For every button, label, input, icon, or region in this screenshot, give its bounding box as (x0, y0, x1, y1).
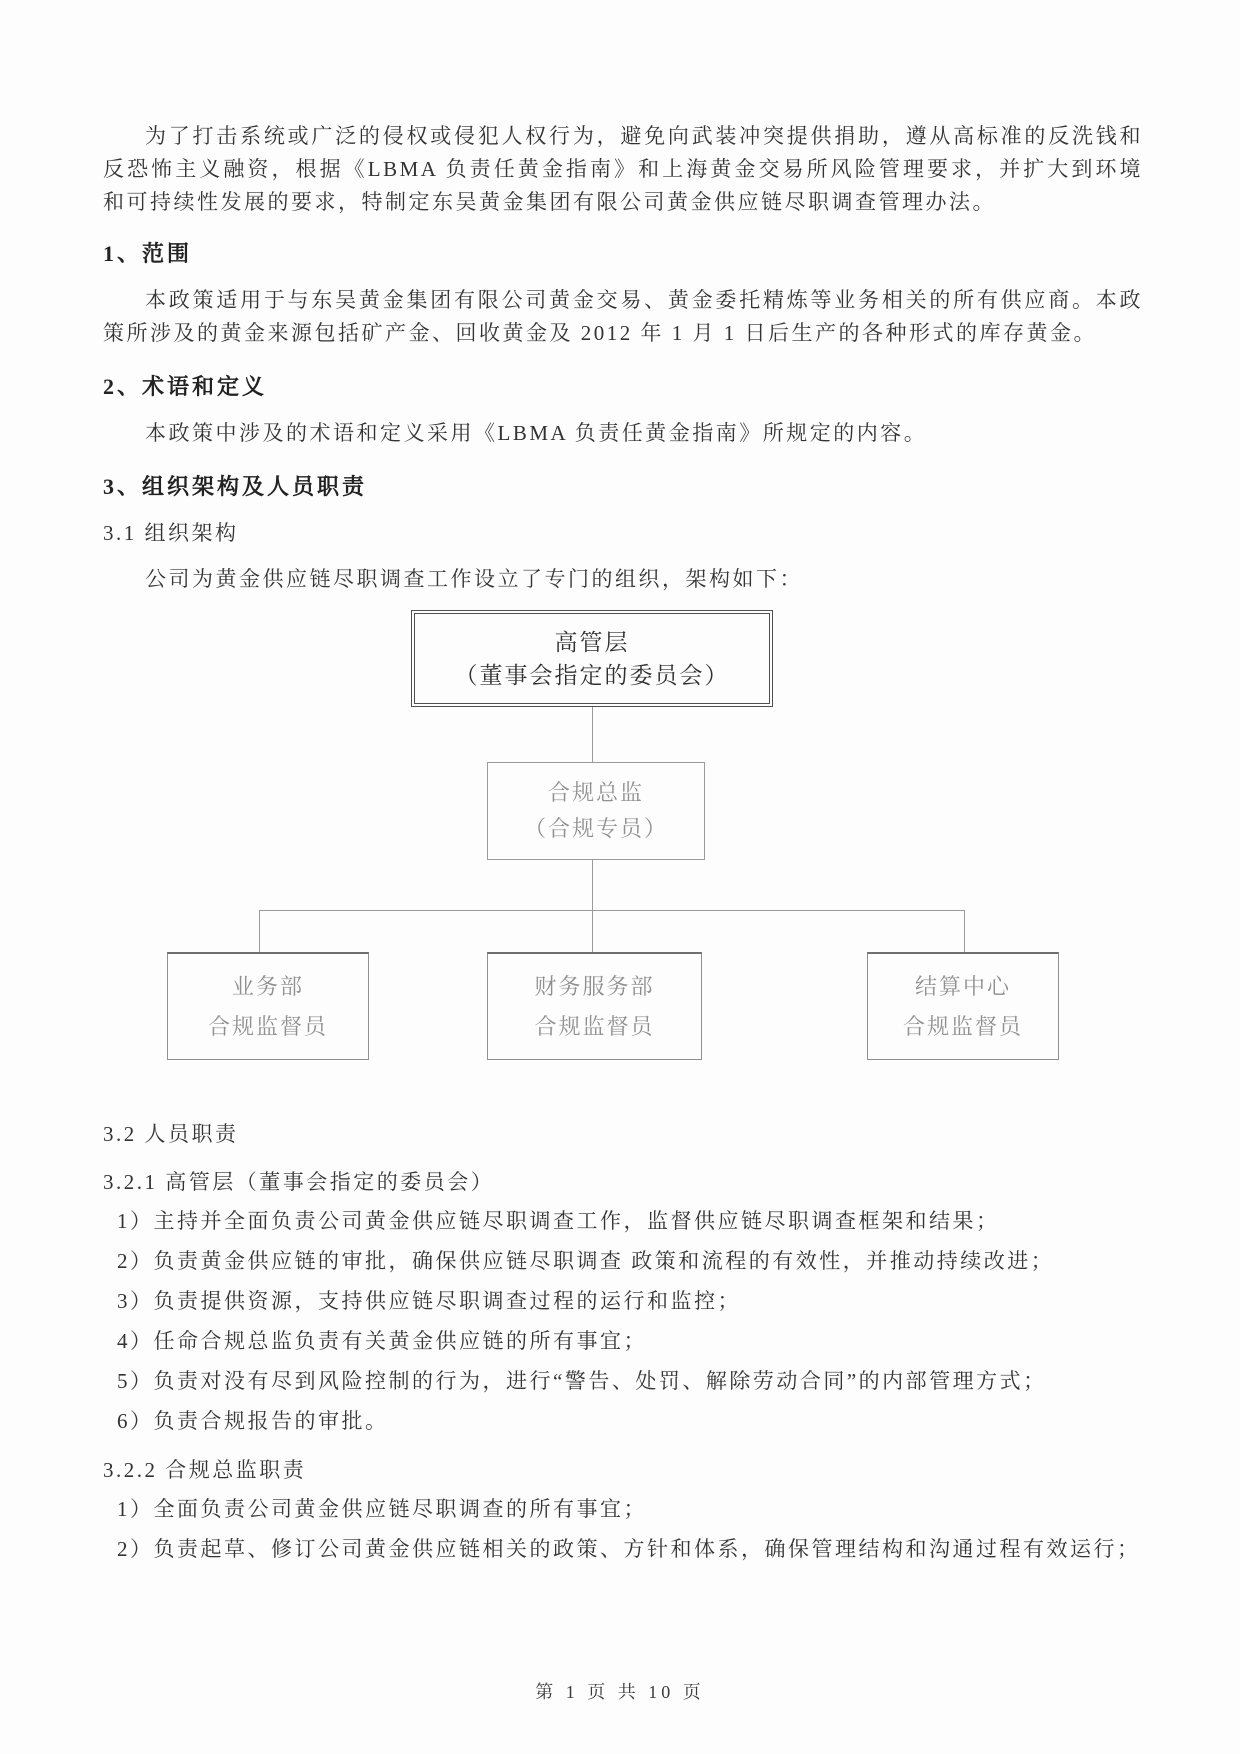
org-chart-connector-stub-left (259, 910, 260, 952)
section-3-1-paragraph: 公司为黄金供应链尽职调查工作设立了专门的组织，架构如下： (145, 567, 803, 591)
section-2-heading: 2、术语和定义 (103, 374, 268, 399)
section-3-2-2-heading: 3.2.2 合规总监职责 (103, 1458, 307, 1482)
section-1-paragraph: 本政策适用于与东吴黄金集团有限公司黄金交易、黄金委托精炼等业务相关的所有供应商。本政策所涉及的黄金来源包括矿产金、回收黄金及 2012 年 1 月 1 日后生产的各种形式的库存黄金。 (103, 288, 1143, 345)
page-footer: 第 1 页 共 10 页 (535, 1682, 705, 1702)
section-3-heading: 3、组织架构及人员职责 (103, 474, 368, 499)
section-3-2-1-heading: 3.2.1 高管层（董事会指定的委员会） (103, 1170, 495, 1194)
org-chart-box-executive-line2: （董事会指定的委员会） (454, 662, 730, 688)
org-chart-box-business-dept-line2: 合规监督员 (207, 1013, 328, 1039)
list-item-321-5: 5）负责对没有尽到风险控制的行为，进行“警告、处罚、解除劳动合同”的内部管理方式； (117, 1369, 1047, 1393)
list-item-321-3: 3）负责提供资源，支持供应链尽职调查过程的运行和监控； (117, 1289, 741, 1313)
section-1-heading: 1、范围 (103, 241, 193, 266)
list-item-321-2: 2）负责黄金供应链的审批，确保供应链尽职调查 政策和流程的有效性，并推动持续改进； (117, 1249, 1055, 1273)
org-chart-box-executive (411, 610, 773, 707)
intro-paragraph: 为了打击系统或广泛的侵权或侵犯人权行为，避免向武装冲突提供捐助，遵从高标准的反洗钱和反恐怖主义融资，根据《LBMA 负责任黄金指南》和上海黄金交易所风险管理要求，并扩大到环境和可持续性发展的要求，特制定东吴黄金集团有限公司黄金供应链尽职调查管理办法。 (103, 124, 1143, 214)
org-chart-box-business-dept-line1: 业务部 (231, 973, 304, 999)
org-chart-box-compliance-director (487, 762, 705, 860)
org-chart-box-settlement-center-line1: 结算中心 (914, 973, 1011, 999)
org-chart-connector-stub-center (592, 910, 593, 952)
org-chart-box-business-dept (167, 952, 369, 1060)
org-chart-box-financial-services-dept-line2: 合规监督员 (534, 1013, 655, 1039)
document-content (103, 120, 1143, 1564)
list-item-321-1: 1）主持并全面负责公司黄金供应链尽职调查工作，监督供应链尽职调查框架和结果； (117, 1209, 1000, 1233)
org-chart-box-settlement-center (867, 952, 1059, 1060)
org-chart-box-settlement-center-line2: 合规监督员 (902, 1013, 1023, 1039)
org-chart-box-compliance-director-line2: （合规专员） (523, 816, 668, 841)
org-chart-connector-stub-right (964, 910, 965, 952)
org-chart-box-executive-line1: 高管层 (554, 629, 630, 655)
list-item-321-6: 6）负责合规报告的审批。 (117, 1409, 389, 1433)
list-item-322-2: 2）负责起草、修订公司黄金供应链相关的政策、方针和体系，确保管理结构和沟通过程有效运行； (117, 1537, 1141, 1561)
org-chart (103, 610, 1143, 1062)
org-chart-box-financial-services-dept-line1: 财务服务部 (534, 973, 655, 999)
list-item-321-4: 4）任命合规总监负责有关黄金供应链的所有事宜； (117, 1329, 647, 1353)
org-chart-connector-middle (592, 860, 593, 910)
org-chart-box-financial-services-dept (487, 952, 702, 1060)
org-chart-box-compliance-director-line1: 合规总监 (547, 780, 644, 805)
section-2-paragraph: 本政策中涉及的术语和定义采用《LBMA 负责任黄金指南》所规定的内容。 (145, 421, 928, 445)
list-item-322-1: 1）全面负责公司黄金供应链尽职调查的所有事宜； (117, 1497, 647, 1521)
section-3-1-heading: 3.1 组织架构 (103, 521, 239, 545)
org-chart-connector-top (592, 707, 593, 762)
section-3-2-heading: 3.2 人员职责 (103, 1122, 239, 1146)
org-chart-connector-horizontal (259, 910, 965, 911)
